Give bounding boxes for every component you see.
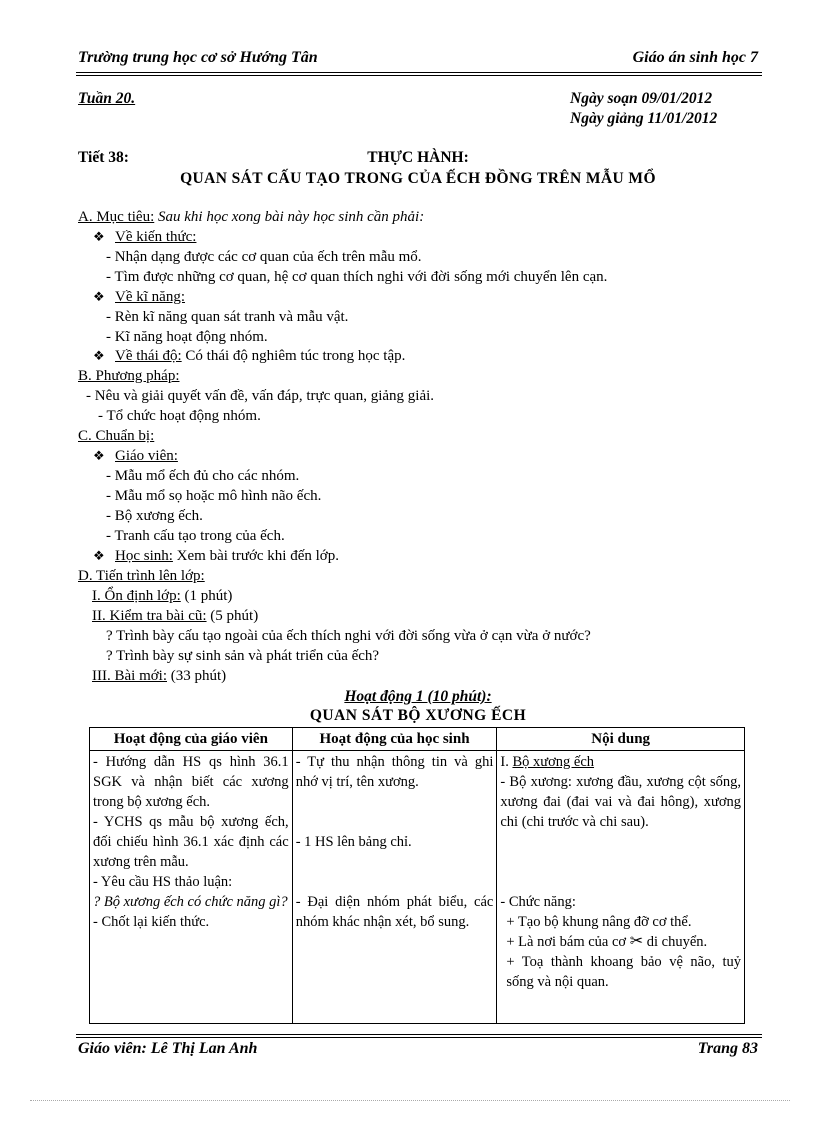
content-text <box>500 932 741 952</box>
teacher-row <box>93 448 178 465</box>
step-2 <box>92 608 258 625</box>
knowledge-label: Về kiến thức: <box>115 229 197 245</box>
content-text-part: di chuyển. <box>646 934 708 950</box>
footer-rule-2 <box>76 1037 762 1038</box>
attitude-label: Về thái độ: <box>115 348 182 364</box>
diamond-bullet-icon: ❖ <box>93 229 105 244</box>
teacher-prep-item: - Mẫu mổ ếch đủ cho các nhóm. <box>106 468 300 484</box>
lesson-period: Tiết 38: <box>78 149 129 166</box>
teacher-prep-item: - Bộ xương ếch. <box>106 508 203 524</box>
footer-page: Trang 83 <box>697 1040 758 1057</box>
student-activity-text: - Tự thu nhận thông tin và ghi nhớ vị trí, tên xương. <box>295 754 494 790</box>
skills-item: - Rèn kĩ năng quan sát tranh và mẫu vật. <box>106 309 349 325</box>
student-activity-text: - Đại diện nhóm phát biểu, các nhóm khác nhận xét, bổ sung. <box>295 894 494 930</box>
step-3 <box>92 668 226 685</box>
step-3-time: (33 phút) <box>167 668 227 684</box>
table-header-row <box>90 728 745 751</box>
skills-item: - Kĩ năng hoạt động nhóm. <box>106 329 268 345</box>
section-a <box>78 209 424 226</box>
content-text: - Bộ xương: xương đầu, xương cột sống, xương đai (đai vai và đai hông), xương chi (chi trước và chi sau). <box>500 774 741 830</box>
teacher-label: Giáo viên: <box>115 448 178 464</box>
header-school: Trường trung học cơ sở Hướng Tân <box>78 49 318 66</box>
content-text: + Toạ thành khoang bảo vệ não, tuỷ sống và nội quan. <box>506 954 741 990</box>
content-heading <box>500 752 741 772</box>
discussion-question: ? Bộ xương ếch có chức năng gì? <box>93 894 288 910</box>
section-b-heading: B. Phương pháp: <box>78 368 180 384</box>
diamond-bullet-icon: ❖ <box>93 348 105 363</box>
skills-label: Về kĩ năng: <box>115 289 185 305</box>
header-subject: Giáo án sinh học 7 <box>632 49 758 66</box>
teacher-activity-cell <box>90 751 293 1024</box>
footer-teacher: Giáo viên: Lê Thị Lan Anh <box>78 1040 258 1057</box>
content-heading-number: I. <box>500 754 513 770</box>
student-activity-text: - 1 HS lên bảng chỉ. <box>295 834 412 850</box>
teacher-activity-text: - Yêu cầu HS thảo luận: <box>93 874 233 890</box>
step-3-label: III. Bài mới: <box>92 668 167 684</box>
student-activity-cell <box>292 751 497 1024</box>
table-header: Hoạt động của giáo viên <box>90 728 293 751</box>
step-1-time: (1 phút) <box>180 588 233 604</box>
header-rule <box>76 72 762 73</box>
lesson-subtitle: QUAN SÁT CẤU TẠO TRONG CỦA ẾCH ĐỒNG TRÊN MẪU MỔ <box>180 170 656 187</box>
knowledge-item: - Tìm được những cơ quan, hệ cơ quan thích nghi với đời sống mới chuyển lên cạn. <box>106 269 608 285</box>
activity-title: Hoạt động 1 (10 phút): <box>344 688 492 705</box>
page-bottom-edge <box>30 1100 790 1101</box>
scissors-icon: ✂ <box>629 933 644 950</box>
teacher-activity-text: - YCHS qs mẫu bộ xương ếch, đối chiếu hình 36.1 xác định các xương trên mẫu. <box>93 814 289 870</box>
table-header: Nội dung <box>497 728 745 751</box>
content-text-part: + Là nơi bám của cơ <box>506 934 627 950</box>
activity-subtitle: QUAN SÁT BỘ XƯƠNG ẾCH <box>309 707 527 724</box>
teacher-activity-text: - Chốt lại kiến thức. <box>93 914 210 930</box>
student-label: Học sinh: <box>115 548 173 564</box>
content-cell <box>497 751 745 1024</box>
header-rule-2 <box>76 75 762 76</box>
method-item: - Tổ chức hoạt động nhóm. <box>98 408 261 424</box>
activity-table <box>89 727 745 1024</box>
step-2-label: II. Kiểm tra bài cũ: <box>92 608 207 624</box>
attitude-text: Có thái độ nghiêm túc trong học tập. <box>181 348 406 364</box>
knowledge-item: - Nhận dạng được các cơ quan của ếch trên mẫu mổ. <box>106 249 422 265</box>
section-d-heading: D. Tiến trình lên lớp: <box>78 568 205 584</box>
student-text: Xem bài trước khi đến lớp. <box>172 548 339 564</box>
table-row <box>90 751 745 1024</box>
week-label: Tuần 20. <box>78 90 136 107</box>
content-text: + Tạo bộ khung nâng đỡ cơ thể. <box>506 914 692 930</box>
diamond-bullet-icon: ❖ <box>93 548 105 563</box>
teacher-prep-item: - Tranh cấu tạo trong của ếch. <box>106 528 285 544</box>
step-1 <box>92 588 232 605</box>
content-heading-text: Bộ xương ếch <box>512 754 595 770</box>
section-a-intro: Sau khi học xong bài này học sinh cần phải: <box>158 209 425 225</box>
section-c-heading: C. Chuẩn bị: <box>78 428 155 444</box>
section-a-heading: A. Mục tiêu: <box>78 209 155 225</box>
footer-rule <box>76 1034 762 1035</box>
diamond-bullet-icon: ❖ <box>93 448 105 463</box>
teacher-prep-item: - Mẫu mổ sọ hoặc mô hình não ếch. <box>106 488 322 504</box>
step-2-time: (5 phút) <box>206 608 259 624</box>
diamond-bullet-icon: ❖ <box>93 289 105 304</box>
knowledge-row <box>93 229 196 246</box>
content-text: - Chức năng: <box>500 894 576 910</box>
review-question: ? Trình bày sự sinh sản và phát triển của ếch? <box>106 648 380 664</box>
attitude-row <box>93 348 405 365</box>
method-item: - Nêu và giải quyết vấn đề, vấn đáp, trực quan, giảng giải. <box>86 388 435 404</box>
table-header: Hoạt động của học sinh <box>292 728 497 751</box>
lesson-title: THỰC HÀNH: <box>367 149 469 166</box>
step-1-label: I. Ổn định lớp: <box>92 588 181 604</box>
skills-row <box>93 289 185 306</box>
teach-date: Ngày giảng 11/01/2012 <box>570 110 718 127</box>
teacher-activity-text: - Hướng dẫn HS qs hình 36.1 SGK và nhận biết các xương trong bộ xương ếch. <box>93 754 289 810</box>
review-question: ? Trình bày cấu tạo ngoài của ếch thích nghi với đời sống vừa ở cạn vừa ở nước? <box>106 628 591 644</box>
prep-date: Ngày soạn 09/01/2012 <box>570 90 713 107</box>
student-row <box>93 548 339 565</box>
